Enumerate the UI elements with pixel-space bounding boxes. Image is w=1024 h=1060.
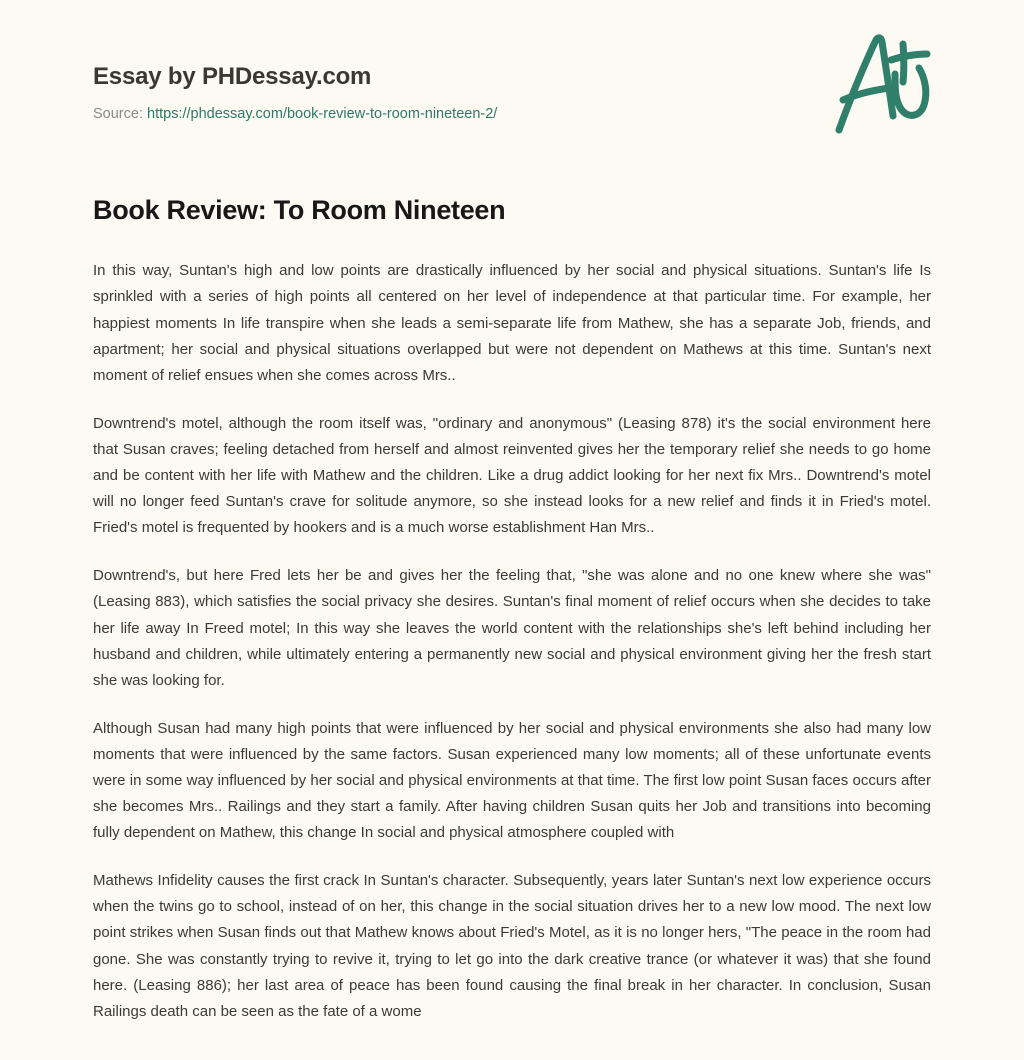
a-plus-logo-icon: [831, 22, 941, 142]
brand-title: Essay by PHDessay.com: [93, 63, 372, 90]
essay-paragraph: Although Susan had many high points that were influenced by her social and physical environments she also had many low moments that were influenced by the same factors. Susan experienced many low moments; all of these unfortunate events were in some way influenced by her social and physical environments at that time. The first low point Susan faces occurs after she becomes Mrs.. Railings and they start a family. After having children Susan quits her Job and transitions into becoming fully dependent on Mathew, this change In social and physical atmosphere coupled with: [93, 719, 931, 842]
essay-paragraph: Mathews Infidelity causes the first crack In Suntan's character. Subsequently, years later Suntan's next low experience occurs when the twins go to school, instead of on her, this change in the social situation drives her to a new low mood. The next low point strikes when Susan finds out that Mathew knows about Fried's Motel, as it is no longer hers, "The peace in the room had gone. She was constantly trying to revive it, trying to let go into the dark creative trance (or whatever it was) that she found here. (Leasing 886); her last area of peace has been found causing the final break in her character. In conclusion, Susan Railings death can be seen as the fate of a wome: [93, 872, 931, 1020]
page-header: [93, 0, 931, 123]
source-label: Source:: [93, 106, 143, 123]
page-title: Book Review: To Room Nineteen: [93, 195, 506, 225]
essay-paragraph: Downtrend's motel, although the room itself was, "ordinary and anonymous" (Leasing 878) it's the social environment here that Susan craves; feeling detached from herself and almost reinvented gives her the temporary relief she needs to go home and be content with her life with Mathew and the children. Like a drug addict looking for her next fix Mrs.. Downtrend's motel will no longer feed Suntan's crave for solitude anymore, so she instead looks for a new relief and finds it in Fried's motel. Fried's motel is frequented by hookers and is a much worse establishment Han Mrs..: [93, 414, 931, 537]
source-line: [93, 106, 931, 123]
essay-body: [93, 226, 931, 1024]
essay-paragraph: In this way, Suntan's high and low points are drastically influenced by her social and physical situations. Suntan's life Is sprinkled with a series of high points all centered on her level of independence at that particular time. For example, her happiest moments In life transpire when she leads a semi-separate life from Mathew, she has a separate Job, friends, and apartment; her social and physical situations overlapped but were not dependent on Mathews at this time. Suntan's next moment of relief ensues when she comes across Mrs..: [93, 262, 931, 384]
essay-paragraph: Downtrend's, but here Fred lets her be and gives her the feeling that, "she was alone and no one knew where she was" (Leasing 883), which satisfies the social privacy she desires. Suntan's final moment of relief occurs when she decides to take her life away In Freed motel; In this way she leaves the world content with the relationships she's left behind including her husband and children, while ultimately entering a permanently new social and physical environment giving her the fresh start she was looking for.: [93, 567, 931, 689]
source-url-link[interactable]: https://phdessay.com/book-review-to-room-nineteen-2/: [147, 106, 498, 123]
